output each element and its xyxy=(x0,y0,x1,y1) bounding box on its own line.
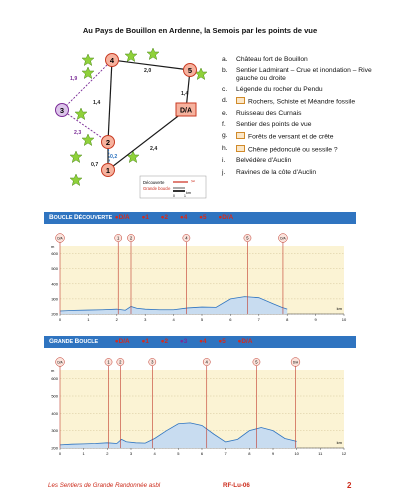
marker-label: D/A xyxy=(57,360,63,365)
map-node-2: 2 xyxy=(105,138,111,147)
points-of-interest-list xyxy=(222,56,394,180)
x-tick-label: 11 xyxy=(318,451,323,456)
route-map xyxy=(48,42,220,210)
segment-label: 1,4 xyxy=(93,100,101,106)
item-letter: j. xyxy=(222,168,226,176)
route-point-text: D/A xyxy=(118,338,130,345)
marker-label: 5 xyxy=(255,359,258,365)
item-letter: g. xyxy=(222,132,228,140)
route-point-text: 1 xyxy=(145,338,149,345)
y-axis-label: m xyxy=(51,368,55,373)
x-tick-label: 6 xyxy=(200,451,204,456)
profile-title-part: B xyxy=(74,338,80,345)
marker-label: 1 xyxy=(117,235,120,241)
profile-title-part: G xyxy=(49,338,54,345)
profile-title xyxy=(44,336,113,348)
x-tick-label: 6 xyxy=(229,317,232,322)
list-item xyxy=(222,97,394,107)
profile-title-part: B xyxy=(49,214,54,221)
marker-label: 2 xyxy=(119,359,122,365)
item-letter: e. xyxy=(222,110,228,118)
x-tick-label: 8 xyxy=(248,451,251,456)
x-tick-label: 12 xyxy=(341,451,347,456)
list-item xyxy=(222,121,394,129)
marker-label: 1 xyxy=(107,359,110,365)
plot-background xyxy=(60,246,344,314)
elevation-profile-decouverte xyxy=(44,226,356,328)
route-points xyxy=(115,336,263,348)
route-point-text: 3 xyxy=(183,338,188,345)
profile-header-decouverte xyxy=(44,212,356,224)
item-text: Rochers, Schiste et Méandre fossile xyxy=(248,98,356,106)
profile-title-part: ÉCOUVERTE xyxy=(78,215,113,221)
profile-title-part: D xyxy=(74,214,79,221)
route-point-text: 2 xyxy=(164,338,169,345)
y-axis-label: m xyxy=(51,244,55,249)
y-tick-label: 300 xyxy=(51,428,58,434)
list-item xyxy=(222,86,394,94)
y-tick-label: 400 xyxy=(51,410,58,416)
footer-code: RF-Lu-06 xyxy=(223,482,250,489)
item-letter: c. xyxy=(222,86,228,94)
x-tick-label: 1 xyxy=(87,317,90,322)
x-tick-label: 2 xyxy=(106,451,109,456)
y-tick-label: 600 xyxy=(51,251,58,257)
book-icon xyxy=(236,97,245,104)
item-letter: h. xyxy=(222,144,228,152)
x-tick-label: 10 xyxy=(341,317,347,322)
route-point: ●2 xyxy=(160,338,169,345)
x-tick-label: 4 xyxy=(172,317,175,322)
x-tick-label: 5 xyxy=(200,317,204,322)
map-legend xyxy=(140,176,206,198)
book-icon xyxy=(236,132,245,139)
list-item xyxy=(222,110,394,118)
book-icon xyxy=(236,145,245,152)
map-node-da: D/A xyxy=(179,107,193,115)
item-text: Légende du rocher du Pendu xyxy=(236,86,323,94)
item-text: Chêne pédonculé ou sessile ? xyxy=(248,146,338,154)
map-node-3: 3 xyxy=(59,106,65,115)
map-legend-line2: Grande boucle xyxy=(143,186,171,191)
route-point: ●4 xyxy=(179,214,188,221)
item-letter: f. xyxy=(222,121,226,129)
list-item xyxy=(222,145,394,155)
marker-label: D/A xyxy=(292,360,299,365)
list-item xyxy=(222,67,394,83)
route-points xyxy=(115,212,243,224)
map-node-5: 5 xyxy=(187,66,193,75)
x-axis-label: km xyxy=(336,306,342,311)
segment-label: 2,3 xyxy=(74,130,82,136)
marker-label: 4 xyxy=(205,359,208,365)
marker-label: 3 xyxy=(151,359,154,365)
x-tick-label: 3 xyxy=(144,317,147,322)
elevation-profile-grande-boucle xyxy=(44,350,356,462)
route-point-text: 4 xyxy=(202,338,207,345)
marker-label: D/A xyxy=(280,236,286,241)
route-point-text: 2 xyxy=(164,214,169,221)
item-letter: d. xyxy=(222,97,228,105)
profile-title xyxy=(44,212,113,224)
segment-label: 0,2 xyxy=(110,154,118,160)
x-tick-label: 4 xyxy=(153,451,156,456)
marker-label: 2 xyxy=(129,235,133,241)
y-tick-label: 500 xyxy=(51,266,58,272)
item-letter: b. xyxy=(222,67,228,75)
x-tick-label: 0 xyxy=(58,451,62,456)
profile-title-part: OUCLE xyxy=(79,339,99,345)
route-point-text: 1 xyxy=(145,214,149,221)
item-text: Ravines de la côte d'Auclin xyxy=(236,168,317,176)
x-tick-label: 7 xyxy=(257,317,260,322)
x-tick-label: 2 xyxy=(115,317,118,322)
profile-header-grande-boucle xyxy=(44,336,356,348)
item-letter: a. xyxy=(222,56,228,63)
route-point-text: 4 xyxy=(183,214,188,221)
segment-label: 0,7 xyxy=(91,162,99,168)
map-node-1: 1 xyxy=(105,166,111,175)
x-tick-label: 8 xyxy=(286,317,289,322)
y-tick-label: 400 xyxy=(51,281,58,287)
profile-title-part: OUCLE xyxy=(53,215,74,221)
page-number: 2 xyxy=(347,481,352,490)
map-scale-one: 1 xyxy=(184,194,186,198)
x-tick-label: 10 xyxy=(294,451,299,456)
list-item xyxy=(222,56,394,64)
y-tick-label: 200 xyxy=(51,311,58,317)
marker-label: D/A xyxy=(57,236,63,241)
item-text: Belvédère d'Auclin xyxy=(236,157,292,165)
x-tick-label: 9 xyxy=(314,317,317,322)
route-point: ●3 xyxy=(179,338,188,345)
item-text: Forêts de versant et de crête xyxy=(248,133,334,141)
segment-label: 1,4 xyxy=(181,91,189,97)
x-tick-label: 3 xyxy=(129,451,133,456)
list-item xyxy=(222,169,394,177)
route-point: ●D/A xyxy=(237,338,253,345)
list-item xyxy=(222,132,394,142)
y-tick-label: 300 xyxy=(51,296,58,302)
item-text: Sentier des points de vue xyxy=(236,121,312,129)
x-axis-label: km xyxy=(336,440,342,445)
y-tick-label: 200 xyxy=(51,445,58,451)
route-point-text: 5 xyxy=(222,338,226,345)
svg-text:✂: ✂ xyxy=(191,179,196,185)
route-point: ●5 xyxy=(218,338,226,345)
list-item xyxy=(222,157,394,165)
route-point: ●1 xyxy=(141,338,149,345)
x-tick-label: 0 xyxy=(58,317,62,322)
profile-title-part: RANDE xyxy=(53,339,75,345)
x-tick-label: 5 xyxy=(177,451,180,456)
route-point: ●2 xyxy=(160,214,169,221)
route-point: ●4 xyxy=(199,338,207,345)
route-point: ●D/A xyxy=(218,214,234,221)
page-title: Au Pays de Bouillon en Ardenne, la Semois par les points de vue xyxy=(82,26,318,35)
segment-label: 2,0 xyxy=(144,68,152,74)
item-text: Sentier Ladmirant – Crue et inondation – Rive gauche ou droite xyxy=(236,67,372,83)
map-scale-zero: 0 xyxy=(173,194,175,198)
marker-label: 4 xyxy=(185,235,188,241)
map-scale-unit: km xyxy=(186,191,192,195)
x-tick-label: 1 xyxy=(82,451,85,456)
x-tick-label: 9 xyxy=(271,451,275,456)
route-point-text: D/A xyxy=(118,214,130,221)
item-letter: i. xyxy=(222,157,226,165)
route-point-text: 5 xyxy=(202,214,207,221)
route-point: ●D/A xyxy=(114,338,130,345)
route-point-text: D/A xyxy=(222,214,234,221)
segment-label: 2,4 xyxy=(150,146,158,152)
map-node-4: 4 xyxy=(109,56,115,65)
x-tick-label: 7 xyxy=(224,451,227,456)
item-text: Château fort de Bouillon xyxy=(236,56,308,63)
item-text: Ruisseau des Curnais xyxy=(236,110,302,118)
y-tick-label: 600 xyxy=(51,376,58,382)
marker-label: 5 xyxy=(246,235,249,241)
y-tick-label: 500 xyxy=(51,393,58,399)
route-point: ●D/A xyxy=(114,214,130,221)
segment-label: 1,9 xyxy=(70,76,78,82)
map-legend-line1: Découverte xyxy=(143,180,165,185)
route-point-text: D/A xyxy=(241,338,253,345)
route-point: ●1 xyxy=(141,214,149,221)
route-point: ●5 xyxy=(199,214,207,221)
footer-publisher: Les Sentiers de Grande Randonnée asbl xyxy=(48,482,161,489)
